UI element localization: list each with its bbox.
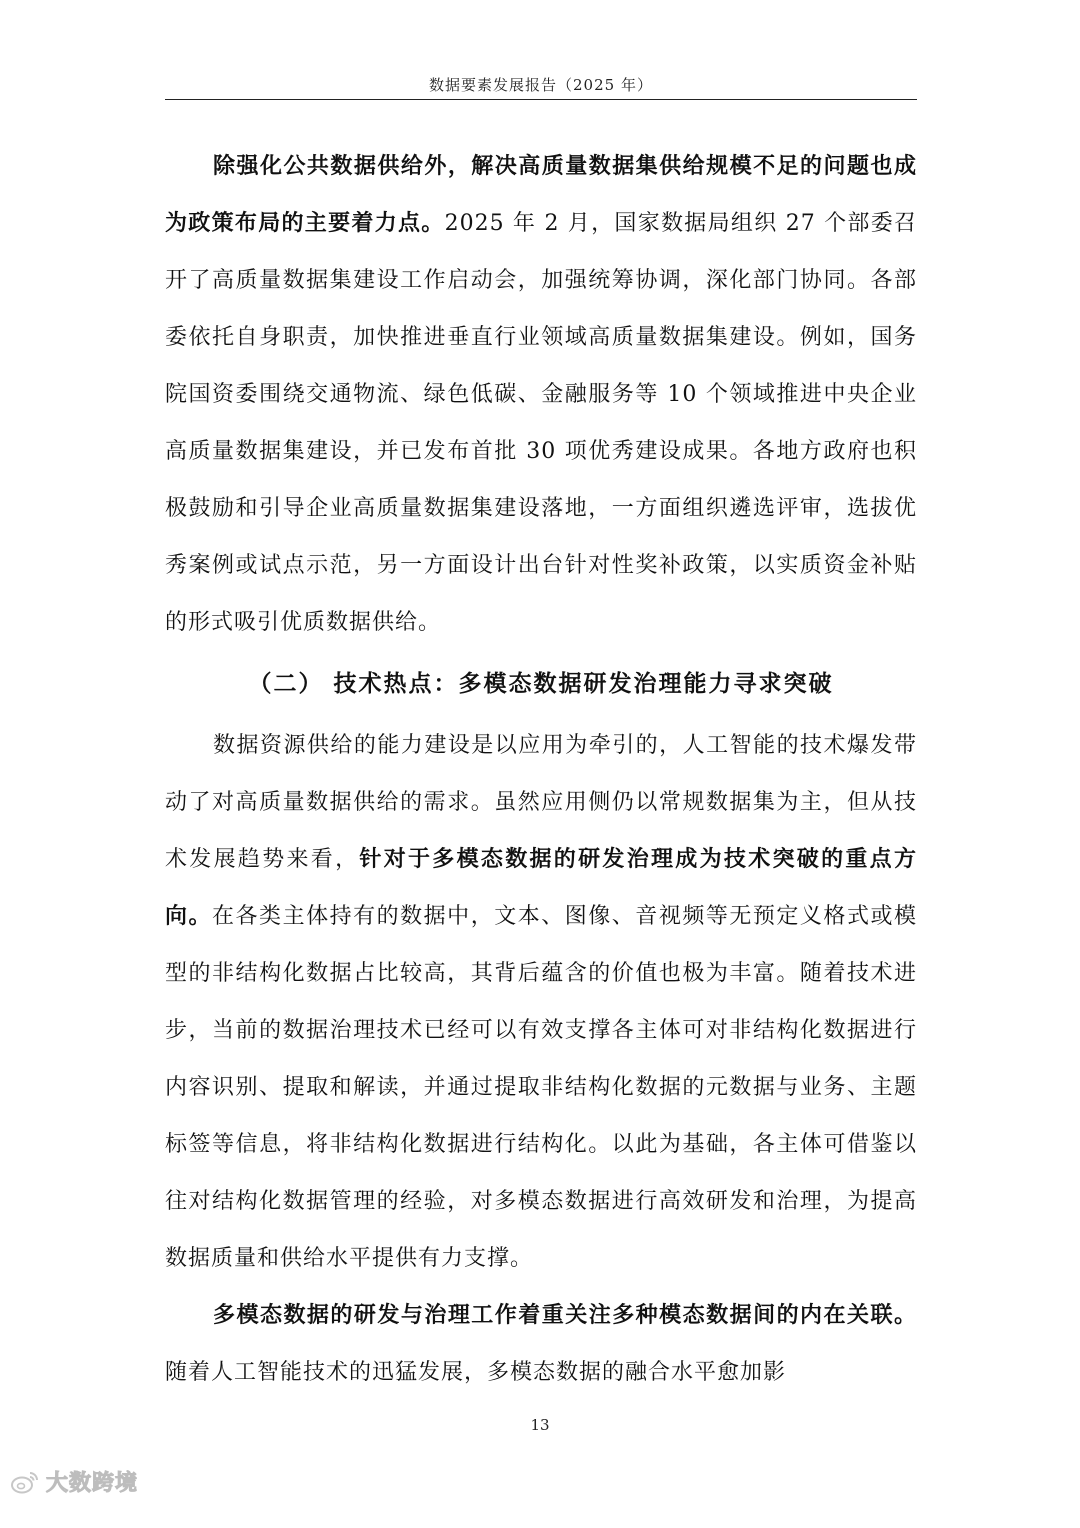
paragraph-policy-body: 2025 年 2 月，国家数据局组织 27 个部委召开了高质量数据集建设工作启动会，加强统筹协调，深化部门协同。各部委依托自身职责，加快推进垂直行业领域高质量数据集建设。例如，国务院国资委围绕交通物流、绿色低碳、金融服务等 10 个领域推进中央企业高质量数据集建设，并已发布首批 30 项优秀建设成果。各地方政府也积极鼓励和引导企业高质量数据集建设落地，一方面组织遴选评审，选拔优秀案例或试点示范，另一方面设计出台针对性奖补政策，以实质资金补贴的形式吸引优质数据供给。	[165, 211, 917, 635]
paragraph-multimodal	[165, 717, 917, 1287]
watermark	[10, 1466, 138, 1497]
running-header: 数据要素发展报告（2025 年）	[429, 76, 653, 94]
weibo-icon	[10, 1469, 40, 1495]
paragraph-relations-body: 随着人工智能技术的迅猛发展，多模态数据的融合水平愈加影	[165, 1360, 787, 1385]
page-number: 13	[530, 1416, 550, 1434]
paragraph-multimodal-body: 在各类主体持有的数据中，文本、图像、音视频等无预定义格式或模型的非结构化数据占比较高，其背后蕴含的价值也极为丰富。随着技术进步，当前的数据治理技术已经可以有效支撑各主体可对非结构化数据进行内容识别、提取和解读，并通过提取非结构化数据的元数据与业务、主题标签等信息，将非结构化数据进行结构化。以此为基础，各主体可借鉴以往对结构化数据管理的经验，对多模态数据进行高效研发和治理，为提高数据质量和供给水平提供有力支撑。	[165, 904, 917, 1271]
paragraph-relations-lead: 多模态数据的研发与治理工作着重关注多种模态数据间的内在关联。	[213, 1303, 917, 1328]
header-rule	[165, 99, 917, 100]
paragraph-multimodal-key: 针对于多模态数据的研发治理成为技术突破的重点方向。	[165, 847, 917, 929]
watermark-text: 大数跨境	[46, 1471, 139, 1496]
paragraph-policy	[165, 138, 917, 651]
paragraph-policy-lead: 除强化公共数据供给外，解决高质量数据集供给规模不足的问题也成为政策布局的主要着力点。	[165, 154, 917, 236]
body-text	[165, 138, 917, 1401]
paragraph-multimodal-start: 数据资源供给的能力建设是以应用为牵引的，人工智能的技术爆发带动了对高质量数据供给的需求。虽然应用侧仍以常规数据集为主，但从技术发展趋势来看，	[165, 733, 917, 872]
paragraph-relations	[165, 1287, 917, 1401]
section-heading: （二） 技术热点：多模态数据研发治理能力寻求突破	[248, 671, 834, 697]
